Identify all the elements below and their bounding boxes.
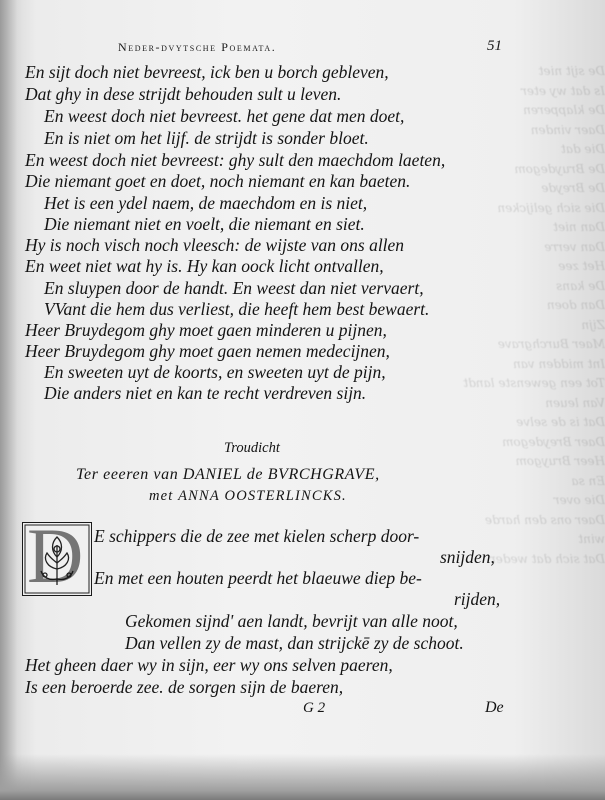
verse-line: Die niemant goet en doet, noch niemant en kan baeten. bbox=[25, 171, 411, 191]
verse-line: En sluypen door de handt. En weest dan niet vervaert, bbox=[44, 278, 424, 298]
bleed-through-line: Het zee bbox=[558, 259, 605, 273]
verse-line: VVant die hem dus verliest, die heeft hem best bewaert. bbox=[44, 299, 430, 319]
bleed-through-line: Dat sich dat weder bbox=[489, 551, 605, 566]
bleed-through-line: Maer Burchgrave bbox=[497, 337, 605, 351]
verse-line: Dat ghy in dese strijdt behouden sult u leven. bbox=[25, 84, 342, 104]
bleed-through-line: De Breyde bbox=[541, 181, 605, 195]
verse-line: Die niemant niet en voelt, die niemant en siet. bbox=[44, 214, 365, 234]
bleed-through-line: Van leuen bbox=[545, 395, 605, 410]
catchword: De bbox=[485, 699, 504, 716]
verse-line: snijden, bbox=[440, 547, 495, 567]
bleed-through-line: Tot een gewenste landt bbox=[463, 376, 605, 390]
bleed-through-line: Daer Breydegom bbox=[502, 434, 605, 449]
gutter-shadow bbox=[0, 0, 22, 800]
page-number: 51 bbox=[487, 38, 502, 54]
dropcap-letter: D bbox=[27, 512, 84, 599]
bleed-through-line: De sijt niet bbox=[538, 64, 605, 78]
signature-mark: G 2 bbox=[303, 700, 326, 716]
verse-line: rijden, bbox=[454, 589, 501, 609]
verse-line: E schippers die de zee met kielen scherp door- bbox=[94, 526, 420, 546]
verse-line: En met een houten peerdt het blaeuwe diep be- bbox=[94, 568, 422, 588]
bleed-through-line: De Bruydegom bbox=[514, 161, 605, 176]
verse-line: En weest doch niet bevreest: ghy sult den maechdom laeten, bbox=[25, 150, 446, 170]
bleed-through-line: Heer Bruygom bbox=[515, 454, 605, 468]
running-title: Neder-dvytsche Poemata. bbox=[118, 40, 277, 54]
verse-line: Die anders niet en kan te recht verdreven sijn. bbox=[44, 383, 367, 403]
bleed-through-line: De kans bbox=[556, 278, 605, 293]
bleed-through-line: Daer vinden bbox=[530, 122, 605, 137]
bleed-through-text bbox=[455, 62, 605, 762]
bleed-through-line: Die over bbox=[553, 493, 605, 507]
verse-line: En is niet om het lijf. de strijdt is sonder bloet. bbox=[44, 128, 369, 148]
poem-heading: Troudicht bbox=[224, 440, 280, 456]
bleed-through-line: Zijn bbox=[581, 317, 605, 332]
dedication-line: met ANNA OOSTERLINCKS. bbox=[149, 488, 347, 504]
bleed-through-line: Die dat bbox=[560, 142, 605, 156]
bleed-through-line: Is dat wy eter bbox=[521, 83, 605, 98]
verse-line: Heer Bruydegom ghy moet gaen minderen u pijnen, bbox=[25, 320, 387, 340]
bleed-through-line: Daer ons den harde wint bbox=[484, 512, 605, 546]
verse-line: Heer Bruydegom ghy moet gaen nemen medecijnen, bbox=[25, 341, 390, 361]
verse-line: En sijt doch niet bevreest, ick ben u borch gebleven, bbox=[25, 62, 389, 82]
verse-line: Dan vellen zy de mast, dan strijckē zy de schoot. bbox=[125, 633, 464, 653]
verse-line: Is een beroerde zee. de sorgen sijn de baeren, bbox=[25, 677, 344, 697]
verse-line: Hy is noch visch noch vleesch: de wijste van ons allen bbox=[25, 235, 405, 255]
verse-line: En sweeten uyt de koorts, en sweeten uyt de pijn, bbox=[44, 362, 386, 382]
verse-line: Gekomen sijnd' aen landt, bevrijt van alle noot, bbox=[125, 611, 458, 631]
verse-line: Het gheen daer wy in sijn, eer wy ons selven paeren, bbox=[25, 655, 393, 675]
bleed-through-line: Dan niet bbox=[553, 220, 605, 234]
bleed-through-line: Dan doen bbox=[546, 298, 605, 312]
verse-line: En weest doch niet bevreest. het gene dat men doet, bbox=[44, 106, 405, 126]
verse-line: En weet niet wat hy is. Hy kan oock licht ontvallen, bbox=[25, 256, 384, 276]
bleed-through-line: Int midden van bbox=[513, 356, 605, 371]
bleed-through-line: En sa bbox=[571, 473, 605, 488]
page-bottom-shadow bbox=[0, 754, 605, 800]
bleed-through-line: Dan verre bbox=[544, 239, 605, 254]
dedication-line: Ter eeeren van DANIEL de BVRCHGRAVE, bbox=[76, 466, 380, 483]
decorated-initial bbox=[22, 512, 92, 599]
bleed-through-line: De klapperen bbox=[523, 103, 605, 117]
verse-line: Het is een ydel naem, de maechdom en is niet, bbox=[44, 193, 368, 213]
bleed-through-line: Dat is de selve bbox=[516, 415, 605, 429]
bleed-through-line: Die sich gelijcken bbox=[497, 200, 605, 215]
